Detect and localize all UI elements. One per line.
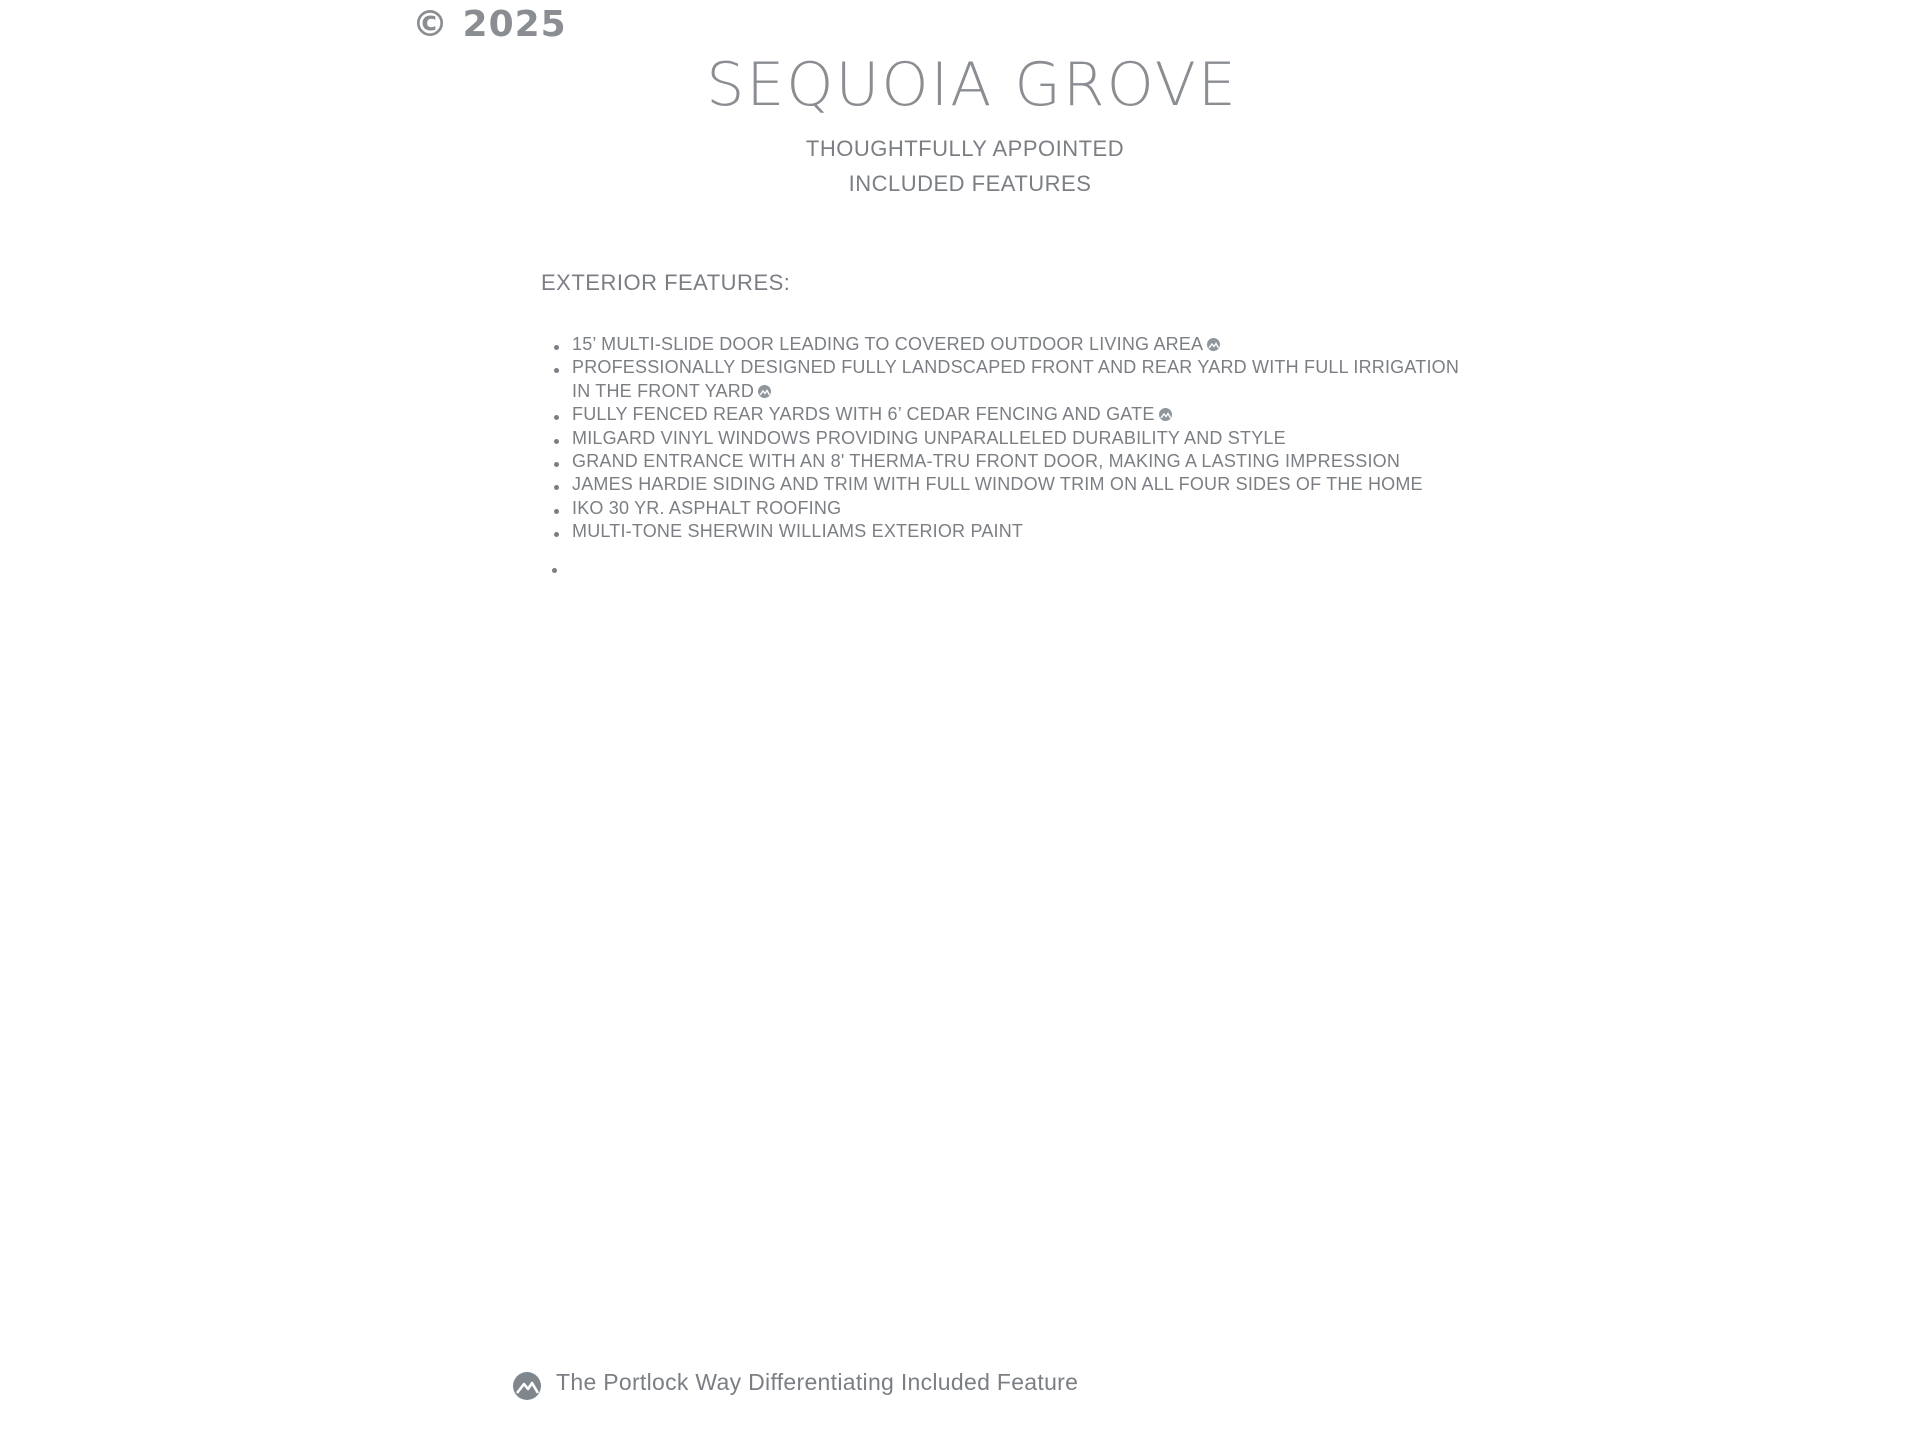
list-item-text: FULLY FENCED REAR YARDS WITH 6’ CEDAR FENCING AND GATE — [572, 404, 1155, 425]
list-item-text: PROFESSIONALLY DESIGNED FULLY LANDSCAPED FRONT AND REAR YARD WITH FULL IRRIGATION IN THE FRONT YARD — [572, 357, 1460, 401]
tagline-line-2: INCLUDED FEATURES — [848, 171, 1092, 196]
empty-list-bullet — [552, 568, 557, 573]
legend — [513, 1364, 1078, 1400]
mountain-badge-icon — [513, 1372, 541, 1400]
list-item — [572, 356, 1482, 403]
legend-text: The Portlock Way Differentiating Included Feature — [556, 1368, 1079, 1395]
feature-list — [572, 333, 1482, 544]
mountain-badge-icon — [1207, 338, 1220, 351]
list-item-text: IKO 30 YR. ASPHALT ROOFING — [572, 497, 842, 518]
list-item — [572, 333, 1482, 356]
copyright-notice: © 2025 — [412, 4, 567, 45]
list-item-text: 15’ MULTI-SLIDE DOOR LEADING TO COVERED OUTDOOR LIVING AREA — [572, 334, 1204, 354]
brand-title: SEQUOIA GROVE — [706, 50, 1238, 120]
list-item-text: GRAND ENTRANCE WITH AN 8' THERMA-TRU FRONT DOOR, MAKING A LASTING IMPRESSION — [572, 451, 1401, 472]
list-item — [572, 450, 1482, 473]
section-heading: EXTERIOR FEATURES: — [541, 270, 791, 295]
list-item — [572, 497, 1482, 520]
list-item — [572, 473, 1482, 496]
list-item — [572, 427, 1482, 450]
list-item-text: MILGARD VINYL WINDOWS PROVIDING UNPARALLELED DURABILITY AND STYLE — [572, 427, 1286, 448]
tagline-line-1: THOUGHTFULLY APPOINTED — [805, 136, 1125, 161]
list-item — [572, 403, 1482, 426]
list-item-text: JAMES HARDIE SIDING AND TRIM WITH FULL WINDOW TRIM ON ALL FOUR SIDES OF THE HOME — [572, 474, 1423, 495]
mountain-badge-icon — [758, 385, 771, 398]
list-item — [572, 520, 1482, 543]
mountain-badge-icon — [1159, 408, 1172, 421]
list-item-text: MULTI-TONE SHERWIN WILLIAMS EXTERIOR PAINT — [572, 521, 1024, 542]
